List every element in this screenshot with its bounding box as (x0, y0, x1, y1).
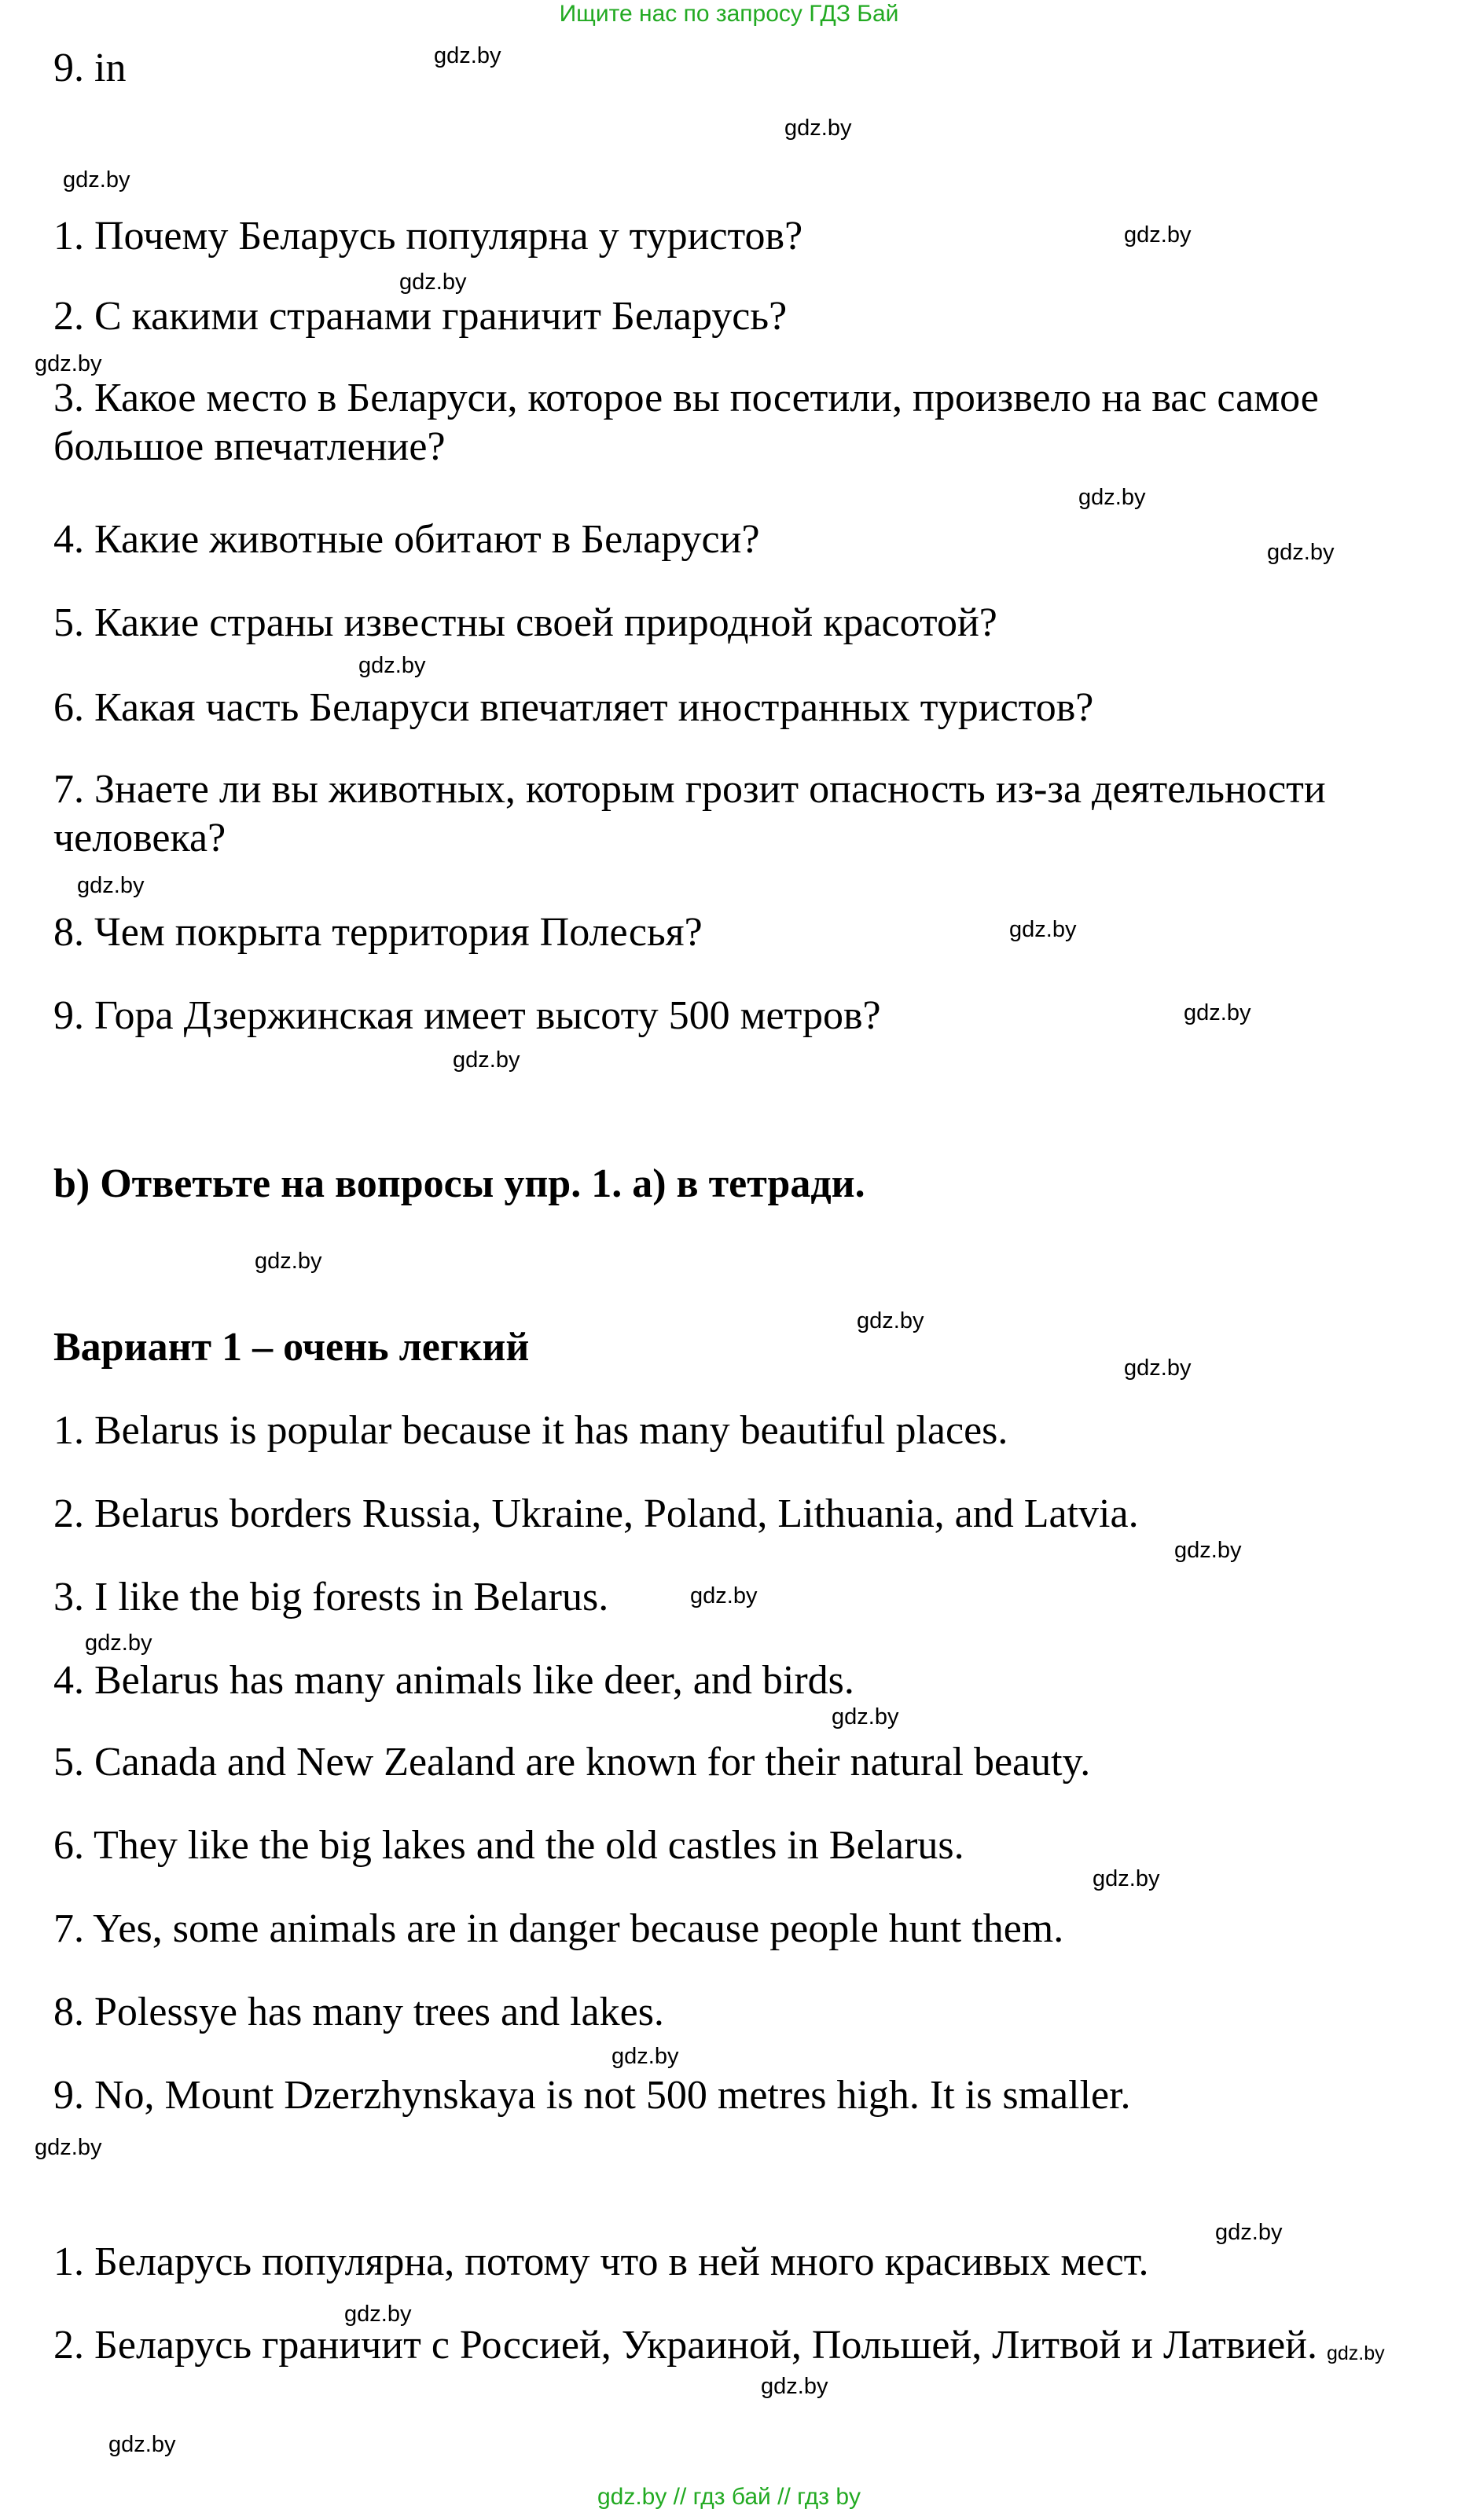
watermark: gdz.by (761, 2374, 828, 2399)
watermark: gdz.by (85, 1630, 152, 1656)
watermark: gdz.by (611, 2044, 679, 2069)
watermark: gdz.by (399, 270, 467, 295)
watermark: gdz.by (63, 167, 130, 193)
answer-en-5: 5. Canada and New Zealand are known for their natural beauty. (53, 1740, 1091, 1785)
watermark: gdz.by (690, 1583, 758, 1608)
watermark: gdz.by (1327, 2342, 1385, 2364)
task-b-heading: b) Ответьте на вопросы упр. 1. a) в тетради. (53, 1161, 865, 1206)
question-ru-2: 2. С какими странами граничит Беларусь? (53, 294, 788, 339)
watermark: gdz.by (784, 116, 852, 141)
watermark: gdz.by (1124, 222, 1192, 248)
watermark: gdz.by (1267, 540, 1335, 565)
watermark: gdz.by (1215, 2220, 1283, 2245)
question-ru-7: 7. Знаете ли вы животных, которым грозит опасность из-за деятельности человека? (53, 767, 1326, 860)
question-ru-1: 1. Почему Беларусь популярна у туристов? (53, 214, 803, 259)
watermark: gdz.by (108, 2432, 176, 2457)
question-ru-8: 8. Чем покрыта территория Полесья? (53, 910, 703, 955)
answer-en-2: 2. Belarus borders Russia, Ukraine, Poland, Lithuania, and Latvia. (53, 1491, 1139, 1536)
answer-en-8: 8. Polessye has many trees and lakes. (53, 1990, 664, 2034)
question-ru-5: 5. Какие страны известны своей природной красотой? (53, 600, 997, 645)
watermark: gdz.by (1078, 485, 1146, 510)
site-banner[interactable]: Ищите нас по запросу ГДЗ Бай (559, 1, 899, 27)
watermark: gdz.by (1174, 1538, 1242, 1563)
watermark: gdz.by (1093, 1866, 1160, 1891)
watermark: gdz.by (358, 653, 426, 678)
answer-en-9: 9. No, Mount Dzerzhynskaya is not 500 metres high. It is smaller. (53, 2073, 1131, 2118)
answer-ru-1: 1. Беларусь популярна, потому что в ней много красивых мест. (53, 2239, 1149, 2284)
question-ru-9: 9. Гора Дзержинская имеет высоту 500 метров? (53, 993, 881, 1038)
variant-title: Вариант 1 – очень легкий (53, 1325, 530, 1370)
watermark: gdz.by (35, 351, 102, 376)
answer-en-4: 4. Belarus has many animals like deer, and birds. (53, 1658, 854, 1703)
watermark: gdz.by (832, 1704, 899, 1730)
answer-en-6: 6. They like the big lakes and the old castles in Belarus. (53, 1823, 964, 1868)
watermark: gdz.by (255, 1249, 322, 1274)
site-footer[interactable]: gdz.by // гдз бай // гдз by (597, 2484, 861, 2510)
watermark: gdz.by (1184, 1000, 1251, 1025)
answer-en-1: 1. Belarus is popular because it has many beautiful places. (53, 1408, 1008, 1453)
answer-en-7: 7. Yes, some animals are in danger because people hunt them. (53, 1906, 1064, 1951)
question-ru-4: 4. Какие животные обитают в Беларуси? (53, 517, 760, 562)
watermark: gdz.by (35, 2135, 102, 2160)
watermark: gdz.by (1124, 1355, 1192, 1381)
watermark: gdz.by (434, 43, 501, 68)
watermark: gdz.by (1009, 917, 1077, 942)
answer-en-3: 3. I like the big forests in Belarus. (53, 1575, 609, 1619)
question-ru-3: 3. Какое место в Беларуси, которое вы посетили, произвело на вас самое большое впечатление? (53, 376, 1319, 469)
answer-ru-2: 2. Беларусь граничит с Россией, Украиной, Польшей, Литвой и Латвией. (53, 2323, 1317, 2368)
watermark: gdz.by (344, 2302, 412, 2327)
watermark: gdz.by (453, 1047, 520, 1073)
previous-answer: 9. in (53, 46, 127, 90)
watermark: gdz.by (857, 1308, 924, 1333)
watermark: gdz.by (77, 873, 145, 898)
question-ru-6: 6. Какая часть Беларуси впечатляет иностранных туристов? (53, 685, 1094, 730)
